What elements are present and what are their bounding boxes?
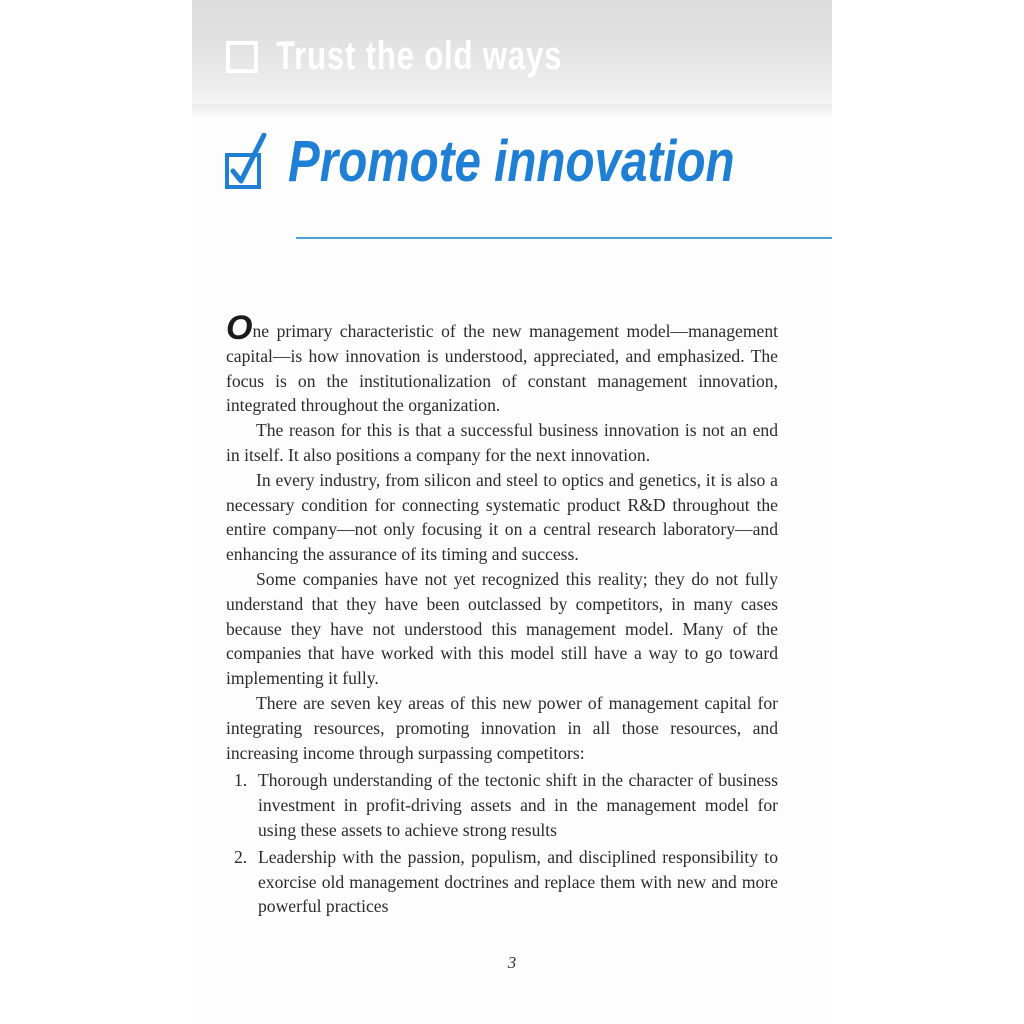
paragraph-5: There are seven key areas of this new power of management capital for integrating resources, promoting innovation in all those resources, and increasing income through surpassing competitors: <box>226 692 778 763</box>
paragraph-4: Some companies have not yet recognized this reality; they do not fully understand that they have been outclassed by competitors, in many cases because they have not understood this management model. Many of the companies that have worked with this model still have a way to go toward implementing it fully. <box>226 568 778 689</box>
list-number: 2. <box>234 846 248 867</box>
list-text: Thorough understanding of the tectonic shift in the character of business investment in profit-driving assets and in the management model for using these assets to achieve strong results <box>258 770 778 840</box>
new-way-heading <box>224 128 832 195</box>
key-areas-list <box>226 768 778 919</box>
old-way-text: Trust the old ways <box>276 34 563 78</box>
new-way-text: Promote innovation <box>288 129 735 194</box>
paragraph-1 <box>226 309 778 418</box>
paragraph-2: The reason for this is that a successful business innovation is not an end in itself. It also positions a company for the next innovation. <box>226 420 778 465</box>
list-text: Leadership with the passion, populism, and disciplined responsibility to exorcise old management doctrines and replace them with new and more powerful practices <box>258 846 778 917</box>
list-number: 1. <box>234 770 248 791</box>
body-text <box>226 309 778 921</box>
list-item <box>226 768 778 842</box>
paragraph-1-text: ne primary characteristic of the new management model—management capital—is how innovation is understood, appreciated, and emphasized. The focus is on the institutionalization of constant management innovation, integrated throughout the organization. <box>226 321 778 416</box>
page-number: 3 <box>507 953 517 972</box>
heading-rule <box>296 237 832 239</box>
drop-cap: O <box>226 309 253 347</box>
list-item <box>226 845 778 919</box>
book-page <box>192 0 832 1024</box>
checked-checkbox-icon <box>224 133 268 191</box>
old-way-heading <box>226 34 643 79</box>
empty-checkbox-icon <box>226 41 258 73</box>
paragraph-3: In every industry, from silicon and steel to optics and genetics, it is also a necessary condition for connecting systematic product R&D throughout the entire company—not only focusing it on a central research laboratory—and enhancing the assurance of its timing and success. <box>226 469 778 565</box>
